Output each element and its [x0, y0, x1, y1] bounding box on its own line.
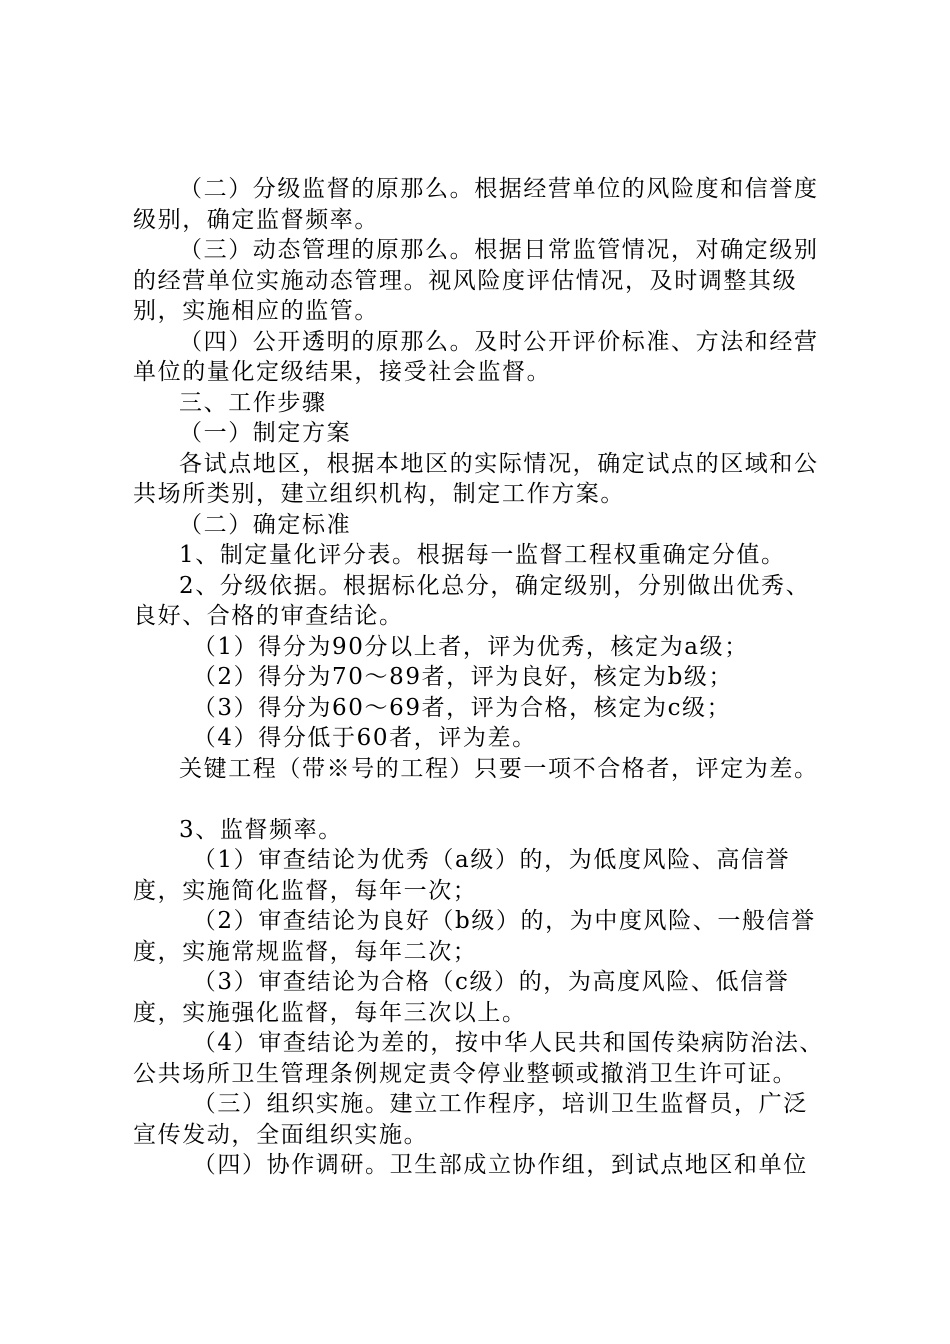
subsection-heading: （二）确定标准 [179, 511, 352, 538]
paragraph: 关键工程（带※号的工程）只要一项不合格者，评定为差。 [179, 755, 819, 782]
paragraph: 2、分级依据。根据标化总分，确定级别，分别做出优秀、良好、合格的审查结论。 [133, 572, 811, 629]
paragraph: （二）分级监督的原那么。根据经营单位的风险度和信誉度级别，确定监督频率。 [133, 176, 819, 233]
paragraph: （三）组织实施。建立工作程序，培训卫生监督员，广泛宣传发动，全面组织实施。 [133, 1091, 808, 1148]
paragraph: （三）动态管理的原那么。根据日常监管情况，对确定级别的经营单位实施动态管理。视风险度评估情况，及时调整其级别，实施相应的监管。 [133, 237, 819, 324]
blank-line [133, 784, 827, 815]
document-body [133, 174, 827, 1181]
list-item: （2）审查结论为良好（b级）的，为中度风险、一般信誉度，实施常规监督，每年二次； [133, 908, 816, 965]
paragraph: 1、制定量化评分表。根据每一监督工程权重确定分值。 [179, 542, 786, 568]
list-item: （2）得分为70～89者，评为良好，核定为b级； [192, 664, 734, 690]
list-item: （3）得分为60～69者，评为合格，核定为c级； [192, 694, 732, 721]
paragraph: （四）公开透明的原那么。及时公开评价标准、方法和经营单位的量化定级结果，接受社会监督。 [133, 328, 819, 385]
list-item: （4）审查结论为差的，按中华人民共和国传染病防治法、公共场所卫生管理条例规定责令停业整顿或撤消卫生许可证。 [133, 1030, 825, 1087]
subsection-heading: （一）制定方案 [179, 420, 352, 446]
paragraph: 各试点地区，根据本地区的实际情况，确定试点的区域和公共场所类别，建立组织机构，制定工作方案。 [133, 450, 819, 507]
paragraph: 3、监督频率。 [179, 816, 343, 843]
list-item: （1）得分为90分以上者，评为优秀，核定为a级； [192, 633, 749, 660]
paragraph: （四）协作调研。卫生部成立协作组，到试点地区和单位 [192, 1152, 808, 1178]
list-item: （3）审查结论为合格（c级）的，为高度风险、低信誉度，实施强化监督，每年三次以上。 [133, 969, 790, 1026]
list-item: （4）得分低于60者，评为差。 [192, 725, 537, 751]
list-item: （1）审查结论为优秀（a级）的，为低度风险、高信誉度，实施简化监督，每年一次； [133, 847, 791, 904]
section-heading: 三、工作步骤 [179, 389, 327, 416]
